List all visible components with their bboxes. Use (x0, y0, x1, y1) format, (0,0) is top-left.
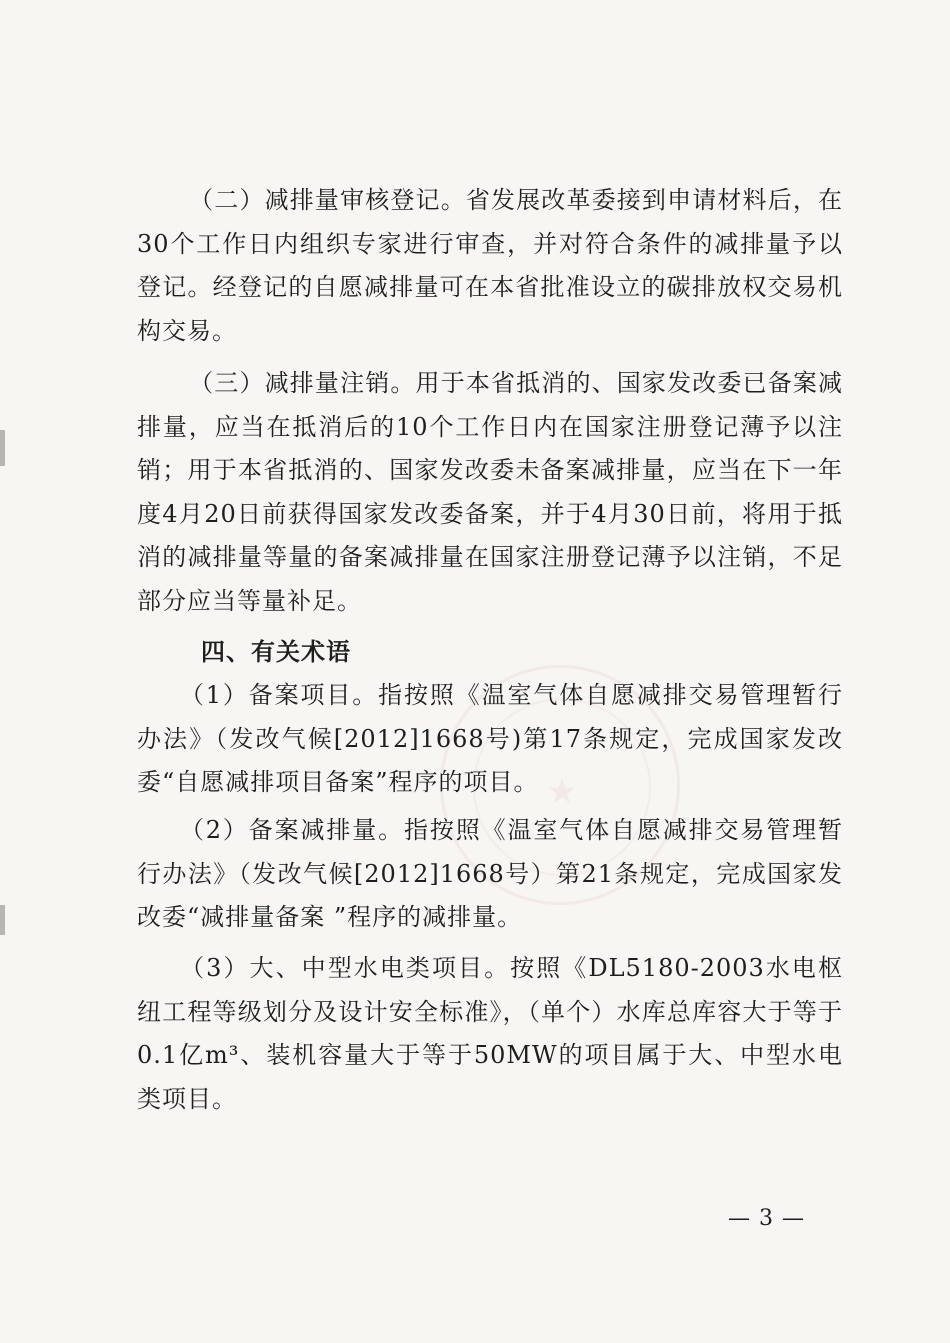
paragraph-text: （1）备案项目。指按照《温室气体自愿减排交易管理暂行办法》（发改气候[2012]1668号)第17条规定，完成国家发改委“自愿减排项目备案”程序的项目。 (137, 681, 843, 796)
paragraph-emission-cancellation (137, 362, 843, 623)
left-margin-mark (0, 430, 5, 466)
paragraph-text: （3）大、中型水电类项目。按照《DL5180-2003水电枢纽工程等级划分及设计安全标准》，（单个）水库总库容大于等于0.1亿m³、装机容量大于等于50MW的项目属于大、中型水电类项目。 (137, 954, 843, 1113)
term-filed-project (137, 674, 843, 805)
paragraph-text: （三）减排量注销。用于本省抵消的、国家发改委已备案减排量，应当在抵消后的10个工作日内在国家注册登记薄予以注销；用于本省抵消的、国家发改委未备案减排量，应当在下一年度4月20日前获得国家发改委备案，并于4月30日前，将用于抵消的减排量等量的备案减排量在国家注册登记薄予以注销，不足部分应当等量补足。 (137, 369, 843, 615)
seal-star-icon: ★ (546, 772, 578, 812)
left-margin-mark (0, 905, 5, 935)
paragraph-emission-registration (137, 179, 843, 353)
paragraph-text: （二）减排量审核登记。省发展改革委接到申请材料后，在30个工作日内组织专家进行审查，并对符合条件的减排量予以登记。经登记的自愿减排量可在本省批准设立的碳排放权交易机构交易。 (137, 186, 843, 345)
page-number: — 3 — (728, 1206, 805, 1231)
paragraph-text: （2）备案减排量。指按照《温室气体自愿减排交易管理暂行办法》（发改气候[2012]1668号）第21条规定，完成国家发改委“减排量备案 ”程序的减排量。 (137, 816, 843, 931)
section-heading: 四、有关术语 (201, 638, 351, 666)
term-hydropower-project (137, 947, 843, 1121)
term-filed-emission-reduction (137, 809, 843, 940)
